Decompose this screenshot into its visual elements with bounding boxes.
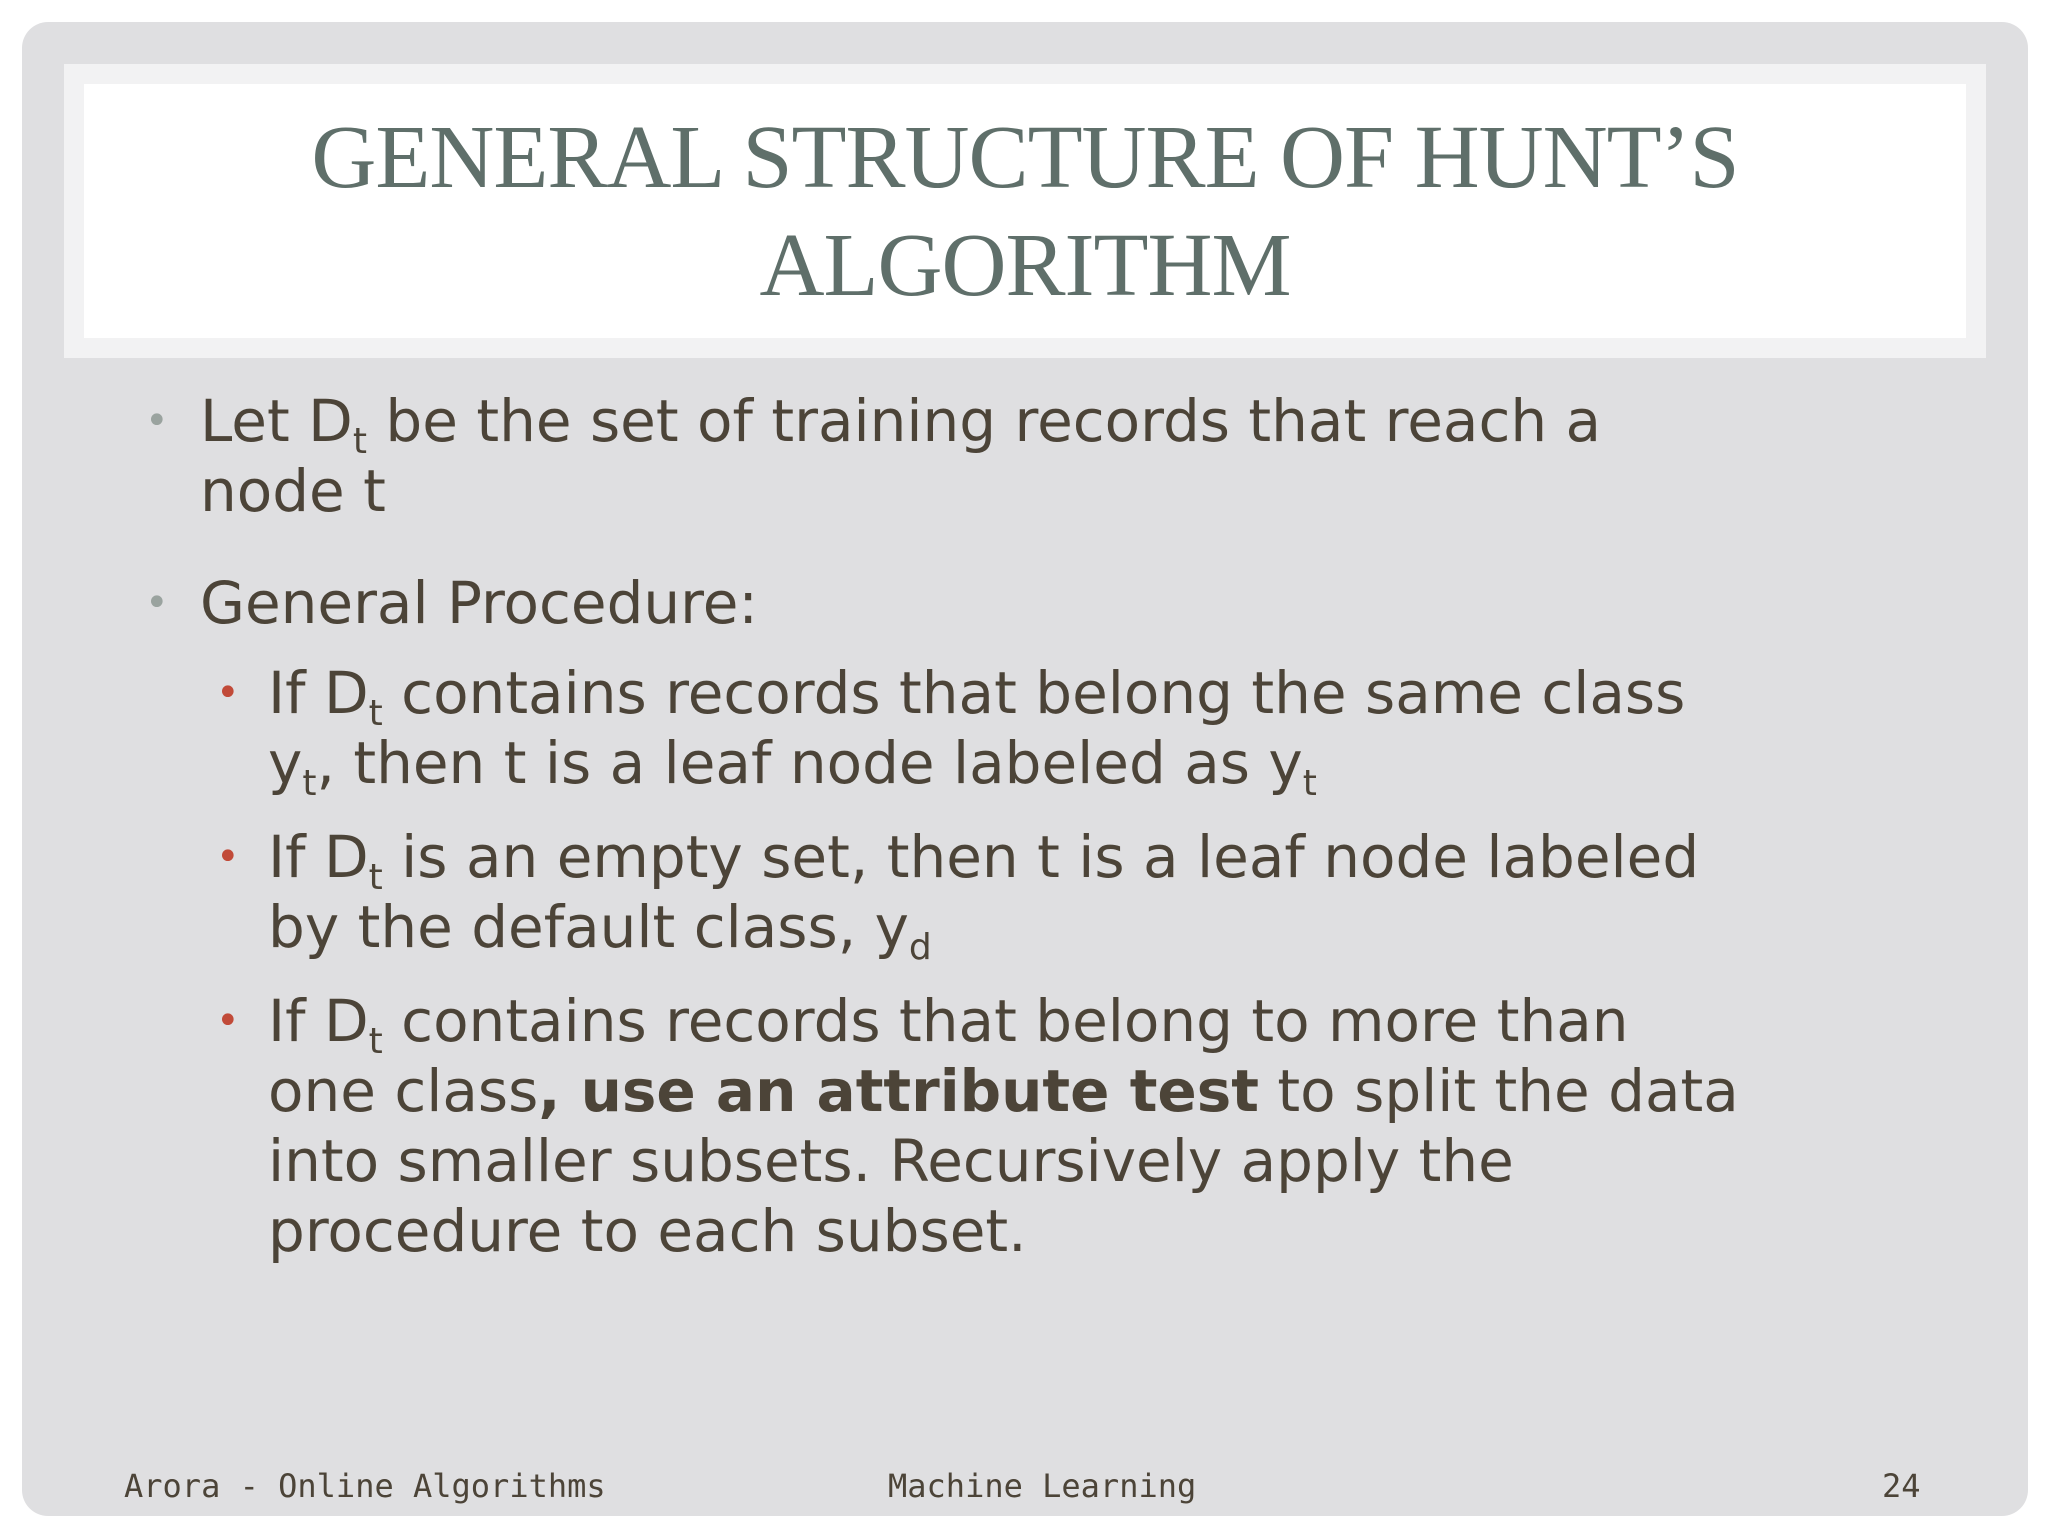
- subscript: t: [302, 763, 317, 804]
- footer-center: Machine Learning: [888, 1467, 1197, 1505]
- sub-bullet-1: [216, 658, 1968, 804]
- subscript: t: [1302, 763, 1317, 804]
- bullet-marker: •: [216, 834, 240, 880]
- sub-bullet-3-line-1: [268, 986, 1968, 1062]
- bullet-text: to split the data: [1259, 1057, 1739, 1125]
- sub-bullet-2-line-2: [268, 892, 1968, 968]
- bullet-text: be the set of training records that reach a: [366, 387, 1602, 455]
- sub-bullet-3: [216, 986, 1968, 1266]
- sub-bullet-1-line-2: [268, 728, 1968, 804]
- subscript: d: [908, 927, 932, 968]
- bullet-text: by the default class, y: [268, 893, 909, 961]
- bullet-text: contains records that belong the same class: [382, 659, 1686, 727]
- sub-bullet-3-line-3: into smaller subsets. Recursively apply the: [268, 1127, 1514, 1195]
- bullet-text: Let D: [200, 387, 353, 455]
- sub-bullet-1-line-1: [268, 658, 1968, 734]
- sub-bullet-3-line-2: [268, 1056, 1968, 1126]
- bold-text: , use an attribute test: [538, 1057, 1259, 1125]
- title-line-1: GENERAL STRUCTURE OF HUNT’S: [311, 108, 1739, 207]
- bullet-text: If D: [268, 659, 369, 727]
- bullet-2: [145, 568, 1900, 638]
- bullet-text: is an empty set, then t is a leaf node labeled: [382, 823, 1700, 891]
- bullet-marker: •: [145, 580, 169, 626]
- subscript: t: [352, 421, 367, 462]
- bullet-2-text: General Procedure:: [200, 569, 758, 637]
- bullet-text: y: [268, 729, 303, 797]
- slide-body: [22, 22, 2028, 1516]
- bullet-text: one class: [268, 1057, 539, 1125]
- footer-left: Arora - Online Algorithms: [124, 1467, 606, 1505]
- subscript: t: [368, 693, 383, 734]
- subscript: t: [368, 857, 383, 898]
- bullet-text: If D: [268, 823, 369, 891]
- bullet-marker: •: [145, 398, 169, 444]
- bullet-text: If D: [268, 987, 369, 1055]
- slide: [22, 22, 2028, 1516]
- bullet-text: , then t is a leaf node labeled as y: [316, 729, 1303, 797]
- sub-bullet-2-line-1: [268, 822, 1968, 898]
- bullet-1: [145, 386, 1900, 526]
- bullet-marker: •: [216, 670, 240, 716]
- bullet-1-line-1: [200, 386, 1900, 462]
- bullet-marker: •: [216, 998, 240, 1044]
- title-line-2: ALGORITHM: [759, 216, 1291, 315]
- page-number: 24: [1882, 1467, 1921, 1505]
- bullet-1-line-2: node t: [200, 457, 386, 525]
- sub-bullet-2: [216, 822, 1968, 968]
- sub-bullet-3-line-4: procedure to each subset.: [268, 1197, 1027, 1265]
- bullet-text: contains records that belong to more than: [382, 987, 1629, 1055]
- subscript: t: [368, 1021, 383, 1062]
